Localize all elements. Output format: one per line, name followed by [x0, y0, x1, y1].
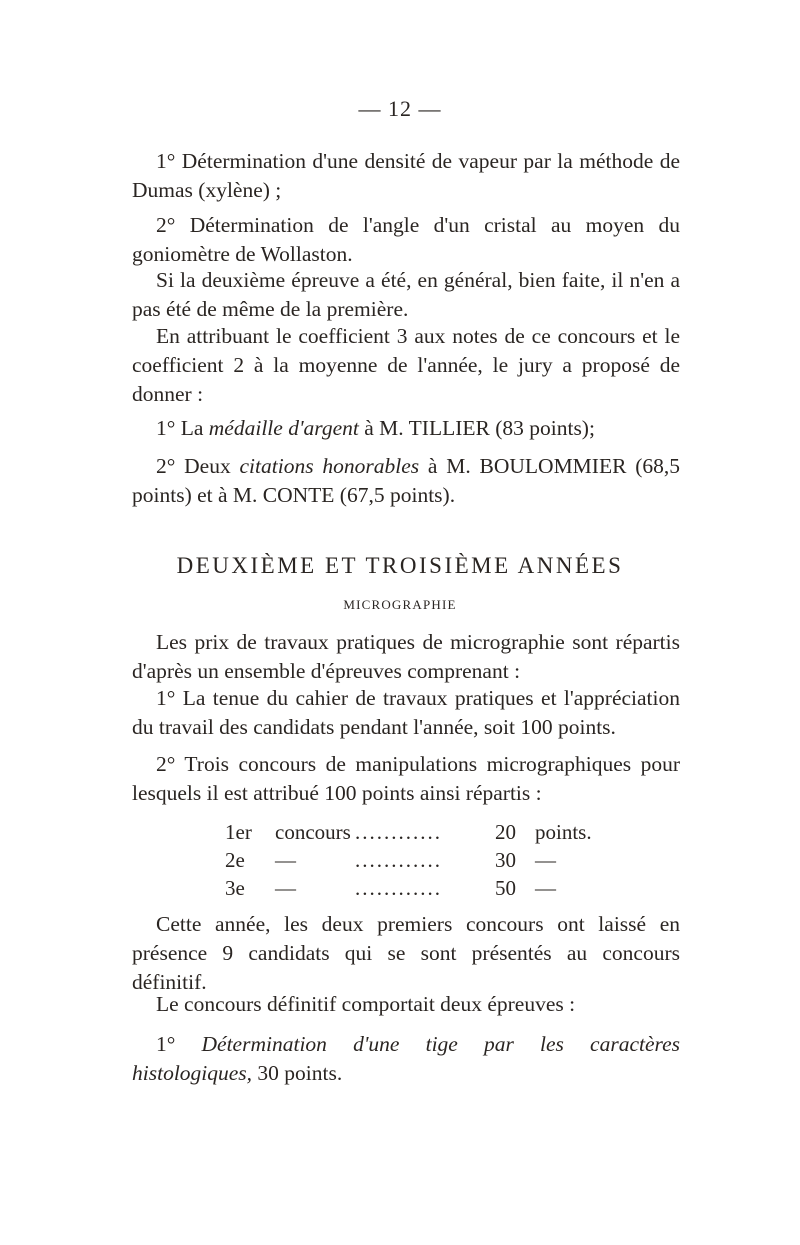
score-table	[225, 820, 645, 904]
paragraph-final-contest: Le concours définitif comportait deux épreuves :	[156, 992, 576, 1016]
paragraph-density-test: 1° Détermination d'une densité de vapeur par la méthode de Dumas (xylène) ;	[132, 149, 680, 202]
paragraph-silver-medal: 1° La médaille d'argent à M. TILLIER (83 points);	[156, 416, 595, 440]
score-row: 3e — ............ 50 —	[225, 876, 556, 900]
paragraph-notebook: 1° La tenue du cahier de travaux pratiques et l'appréciation du travail des candidats pendant l'année, soit 100 points.	[132, 686, 680, 739]
paragraph-candidates: Cette année, les deux premiers concours ont laissé en présence 9 candidats qui se sont présentés au concours définitif.	[132, 912, 680, 994]
paragraph-crystal-test: 2° Détermination de l'angle d'un cristal au moyen du goniomètre de Wollaston.	[132, 213, 680, 266]
paragraph-three-contests: 2° Trois concours de manipulations micrographiques pour lesquels il est attribué 100 points ainsi répartis :	[132, 752, 680, 805]
section-title: DEUXIÈME ET TROISIÈME ANNÉES	[176, 553, 624, 578]
paragraph-coefficients: En attribuant le coefficient 3 aux notes de ce concours et le coefficient 2 à la moyenne de l'année, le jury a proposé de donner :	[132, 324, 680, 406]
paragraph-stem-determination: 1° Détermination d'une tige par les caractères histologiques, 30 points.	[132, 1032, 680, 1085]
paragraph-honorable-mentions: 2° Deux citations honorables à M. BOULOMMIER (68,5 points) et à M. CONTE (67,5 points).	[132, 454, 681, 507]
paragraph-micrographie-intro: Les prix de travaux pratiques de micrographie sont répartis d'après un ensemble d'épreuves comprenant :	[132, 630, 680, 683]
section-subtitle: MICROGRAPHIE	[343, 597, 457, 612]
score-row: 1er concours ............ 20 points.	[225, 820, 592, 844]
paragraph-evaluation: Si la deuxième épreuve a été, en général, bien faite, il n'en a pas été de même de la première.	[132, 268, 680, 321]
page-number: — 12 —	[358, 96, 442, 121]
score-row: 2e — ............ 30 —	[225, 848, 556, 872]
